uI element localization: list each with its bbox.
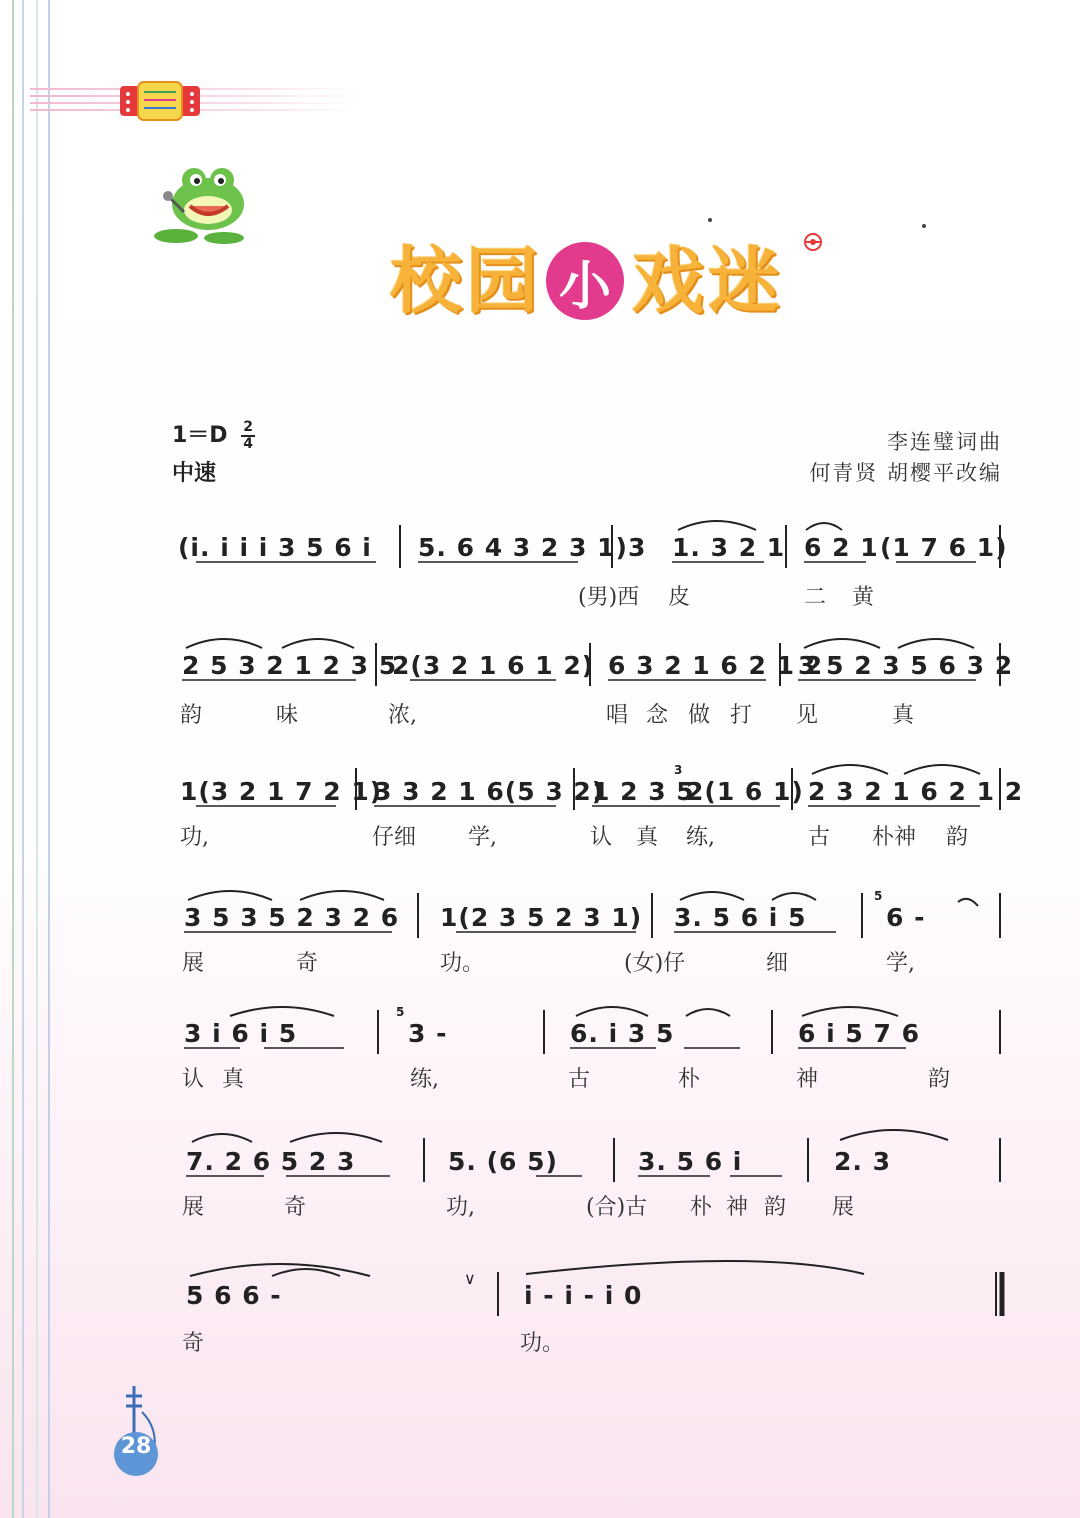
lyric: 功, xyxy=(180,825,209,850)
lyric: 学, xyxy=(468,825,497,850)
lyric: 功。 xyxy=(440,951,485,976)
slur xyxy=(806,523,842,530)
lyric: 奇 xyxy=(284,1195,307,1220)
lyric: 认 xyxy=(182,1067,205,1092)
notes: 6 2 1 xyxy=(804,533,879,562)
lyric: 认 xyxy=(590,825,613,850)
notes: 2 5 3 2 1 2 3 5 xyxy=(182,651,398,680)
notes: (1 7 6 1) xyxy=(880,533,1008,562)
lyric: 韵 xyxy=(946,825,969,850)
notes: 5. (6 5) xyxy=(448,1147,558,1176)
lyric: 功, xyxy=(446,1195,475,1220)
score-line-4 xyxy=(182,889,1000,976)
lyric: (男)西 xyxy=(578,585,640,610)
lyric: 韵 xyxy=(180,703,203,728)
lyric: 神 xyxy=(726,1195,749,1220)
notes: (i. i i i 3 5 6 i xyxy=(178,533,372,562)
lyric: 练, xyxy=(686,825,715,850)
title-char: 戏 xyxy=(632,239,705,323)
lyric: 黄 xyxy=(852,585,875,610)
lyric: 浓, xyxy=(388,703,417,728)
time-denominator: 4 xyxy=(243,436,253,452)
notes: 3 3 2 1 6(5 3 2) xyxy=(374,777,605,806)
lyric: 功。 xyxy=(520,1331,565,1356)
grace-note: 5 xyxy=(396,1005,405,1019)
lyric: 韵 xyxy=(928,1067,951,1092)
notes: 3 5 2 3 5 6 3 2 xyxy=(798,651,1014,680)
notes: i - i - i 0 xyxy=(524,1281,643,1310)
lyric: 见 xyxy=(796,703,819,728)
notes: 1 2 3 5 xyxy=(592,777,695,806)
notes: 3. 5 6 i xyxy=(638,1147,743,1176)
notes: 5. 6 4 3 2 3 1) xyxy=(418,533,628,562)
lyric: 真 xyxy=(222,1067,245,1092)
lyric: 韵 xyxy=(764,1195,787,1220)
time-numerator: 2 xyxy=(243,419,253,435)
lyric: 奇 xyxy=(296,951,319,976)
notes: 2(1 6 1) xyxy=(686,777,804,806)
notes: 6 3 2 1 6 2 1 2 xyxy=(608,651,824,680)
grace-note: 3 xyxy=(674,763,683,777)
notes: 3. 5 6 i 5 xyxy=(674,903,807,932)
credit-arranged: 何青贤 胡樱平改编 xyxy=(809,461,1002,485)
key-text: 1＝D xyxy=(172,423,228,448)
grace-note: 5 xyxy=(874,889,883,903)
lyric: 皮 xyxy=(668,585,691,610)
lyric: (女)仔 xyxy=(624,951,686,976)
lyric: 展 xyxy=(182,1195,205,1220)
lyric: 唱 xyxy=(606,703,629,728)
lyric: 神 xyxy=(796,1067,819,1092)
breath-mark: ∨ xyxy=(464,1269,476,1288)
notes: 3 xyxy=(628,533,647,562)
score-line-1 xyxy=(178,521,1008,610)
score-line-6 xyxy=(182,1130,1000,1220)
lyric: 古 xyxy=(808,825,831,850)
lyric: 朴 xyxy=(690,1195,713,1220)
notes: 2. 3 xyxy=(834,1147,891,1176)
lyric: 念 xyxy=(646,703,669,728)
lyric: 朴神 xyxy=(872,825,917,850)
score-line-5 xyxy=(182,1005,1000,1092)
slur xyxy=(678,521,756,530)
notes: 6 i 5 7 6 xyxy=(798,1019,920,1048)
notes: 5 6 6 - xyxy=(186,1281,282,1310)
lyric: (合)古 xyxy=(586,1195,648,1220)
score-line-3 xyxy=(180,763,1023,850)
title-char: 迷 xyxy=(708,239,781,323)
notes: 3 i 6 i 5 xyxy=(184,1019,298,1048)
lyric: 展 xyxy=(832,1195,855,1220)
lyric: 味 xyxy=(276,703,299,728)
lyric: 做 xyxy=(688,703,711,728)
lyric: 真 xyxy=(892,703,915,728)
lyric: 仔细 xyxy=(372,825,417,850)
title-char: 园 xyxy=(466,239,539,323)
notes: 1(3 2 1 7 2 1) xyxy=(180,777,383,806)
notes: 1(2 3 5 2 3 1) xyxy=(440,903,643,932)
credit-lyrics-music: 李连璧词曲 xyxy=(887,430,1002,454)
title-char: 校 xyxy=(390,239,463,323)
lyric: 朴 xyxy=(678,1067,701,1092)
notes: 3 5 3 5 2 3 2 6 xyxy=(184,903,400,932)
lyric: 练, xyxy=(410,1067,439,1092)
lyric: 展 xyxy=(182,951,205,976)
title-char-circle: 小 xyxy=(546,242,624,320)
lyric: 古 xyxy=(568,1067,591,1092)
notes: 2(3 2 1 6 1 2) xyxy=(392,651,595,680)
notes: 6. i 3 5 xyxy=(570,1019,675,1048)
notes: 1. 3 2 1 xyxy=(672,533,786,562)
notes: 2 3 2 1 6 2 1 2 xyxy=(808,777,1024,806)
notes: 3 - xyxy=(408,1019,448,1048)
lyric: 细 xyxy=(766,951,789,976)
lyric: 打 xyxy=(730,703,753,728)
score-line-2 xyxy=(180,639,1013,728)
notes: 7. 2 6 5 2 3 xyxy=(186,1147,356,1176)
lyric: 奇 xyxy=(182,1331,205,1356)
score-line-7 xyxy=(182,1261,1002,1356)
lyric: 二 xyxy=(804,585,827,610)
lyric: 真 xyxy=(636,825,659,850)
page-number: 28 xyxy=(120,1434,152,1459)
erhu-icon xyxy=(112,1382,172,1482)
lyric: 学, xyxy=(886,951,915,976)
tempo: 中速 xyxy=(172,461,217,486)
notes: 6 - xyxy=(886,903,926,932)
